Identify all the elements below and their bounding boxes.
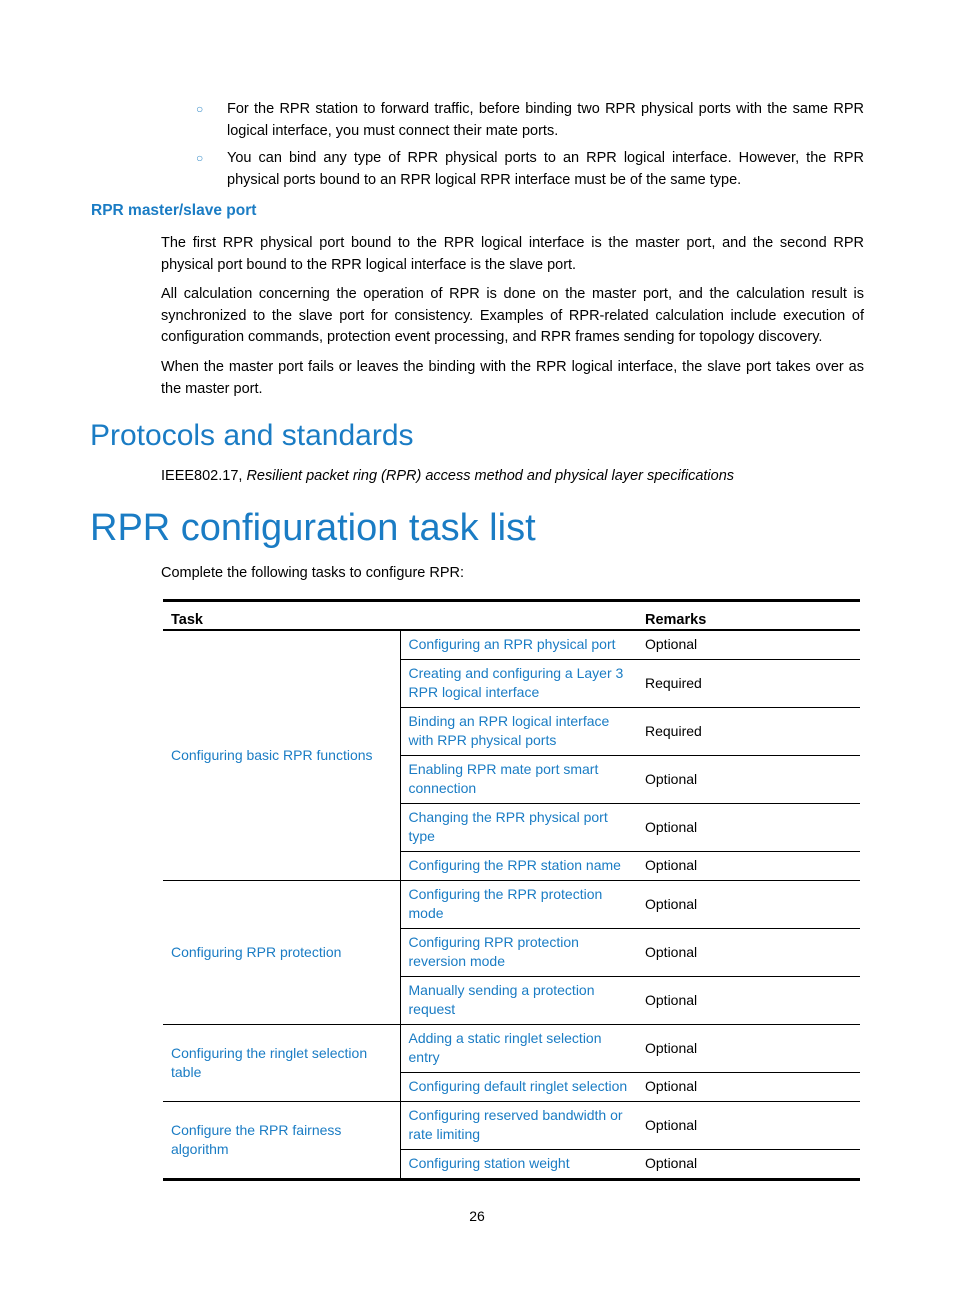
subtask-link[interactable]: Enabling RPR mate port smart connection	[400, 755, 637, 803]
remark-cell: Optional	[637, 851, 860, 880]
subtask-link[interactable]: Configuring default ringlet selection	[400, 1072, 637, 1101]
remark-cell: Optional	[637, 1101, 860, 1149]
remark-cell: Required	[637, 707, 860, 755]
subtask-link[interactable]: Configuring reserved bandwidth or rate limiting	[400, 1101, 637, 1149]
task-group-link[interactable]: Configuring basic RPR functions	[163, 630, 400, 880]
remark-cell: Required	[637, 659, 860, 707]
bullet-item	[196, 99, 864, 142]
heading-protocols: Protocols and standards	[90, 419, 414, 452]
task-list-intro: Complete the following tasks to configure RPR:	[161, 565, 465, 581]
page-number: 26	[469, 1208, 485, 1224]
table-row	[163, 880, 860, 928]
table-row	[163, 1101, 860, 1149]
column-header-remarks: Remarks	[637, 601, 860, 631]
subtask-link[interactable]: Configuring an RPR physical port	[400, 630, 637, 659]
subtask-link[interactable]: Creating and configuring a Layer 3 RPR logical interface	[400, 659, 637, 707]
remark-cell: Optional	[637, 976, 860, 1024]
subtask-link[interactable]: Binding an RPR logical interface with RPR physical ports	[400, 707, 637, 755]
paragraph: All calculation concerning the operation of RPR is done on the master port, and the calculation result is synchronized to the slave port for consistency. Examples of RPR-related calculation include execution of configuration commands, protection event processing, and RPR frames sending for topology discovery.	[161, 286, 864, 345]
table-header-row	[163, 601, 860, 631]
task-table	[163, 599, 860, 1181]
remark-cell: Optional	[637, 880, 860, 928]
table-row	[163, 1024, 860, 1072]
task-group-link[interactable]: Configure the RPR fairness algorithm	[163, 1101, 400, 1179]
subtask-link[interactable]: Changing the RPR physical port type	[400, 803, 637, 851]
subtask-link[interactable]: Configuring the RPR protection mode	[400, 880, 637, 928]
remark-cell: Optional	[637, 1072, 860, 1101]
task-group-link[interactable]: Configuring RPR protection	[163, 880, 400, 1024]
table-row	[163, 630, 860, 659]
bullet-circle-icon: ○	[196, 102, 204, 116]
column-header-task: Task	[163, 601, 637, 631]
bullet-item	[196, 148, 864, 191]
task-group-link[interactable]: Configuring the ringlet selection table	[163, 1024, 400, 1101]
note-bullet-list	[196, 99, 864, 197]
heading-task-list: RPR configuration task list	[90, 507, 536, 549]
subtask-link[interactable]: Manually sending a protection request	[400, 976, 637, 1024]
remark-cell: Optional	[637, 1024, 860, 1072]
bullet-text: You can bind any type of RPR physical ports to an RPR logical interface. However, the RPR physical ports bound to an RPR logical RPR interface must be of the same type.	[227, 150, 864, 188]
remark-cell: Optional	[637, 630, 860, 659]
standard-reference	[161, 466, 864, 488]
subtask-link[interactable]: Adding a static ringlet selection entry	[400, 1024, 637, 1072]
heading-master-slave: RPR master/slave port	[91, 202, 257, 219]
paragraph: The first RPR physical port bound to the RPR logical interface is the master port, and the second RPR physical port bound to the RPR logical interface is the slave port.	[161, 235, 864, 273]
paragraph: When the master port fails or leaves the binding with the RPR logical interface, the slave port takes over as the master port.	[161, 359, 864, 397]
standard-id: IEEE802.17,	[161, 468, 243, 484]
bullet-text: For the RPR station to forward traffic, before binding two RPR physical ports with the same RPR logical interface, you must connect their mate ports.	[227, 101, 864, 139]
standard-title: Resilient packet ring (RPR) access method and physical layer specifications	[246, 468, 735, 484]
remark-cell: Optional	[637, 1149, 860, 1179]
subtask-link[interactable]: Configuring RPR protection reversion mode	[400, 928, 637, 976]
remark-cell: Optional	[637, 803, 860, 851]
subtask-link[interactable]: Configuring the RPR station name	[400, 851, 637, 880]
remark-cell: Optional	[637, 928, 860, 976]
remark-cell: Optional	[637, 755, 860, 803]
subtask-link[interactable]: Configuring station weight	[400, 1149, 637, 1179]
bullet-circle-icon: ○	[196, 151, 204, 165]
